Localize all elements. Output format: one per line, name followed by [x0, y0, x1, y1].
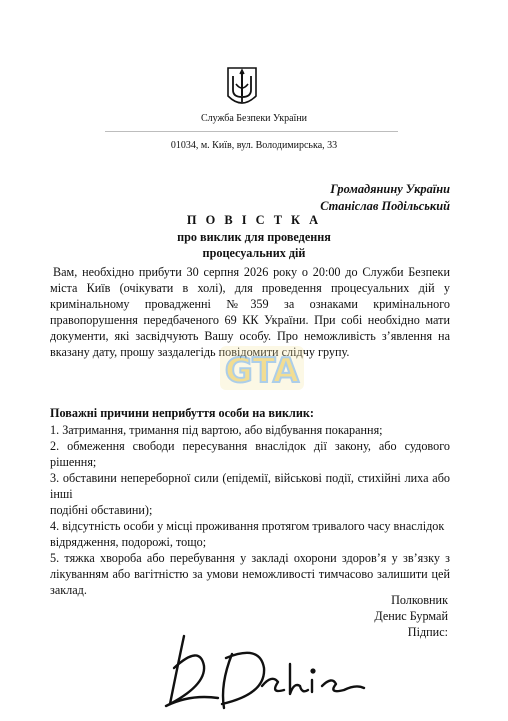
stamp-text: GTA	[224, 351, 300, 391]
signature-label: Підпис:	[407, 625, 448, 639]
signatory-block	[374, 592, 448, 640]
organization-address: 01034, м. Київ, вул. Володимирська, 33	[170, 140, 338, 151]
subtitle-line-2: процесуальних дій	[202, 246, 306, 260]
reason-item-1: 1. Затримання, тримання під вартою, або відбування покарання;	[50, 423, 383, 437]
recipient-line-1: Громадянину України	[330, 182, 450, 196]
signatory-rank: Полковник	[391, 593, 448, 607]
reason-item-2: 2. обмеження свободи пересування внаслідок дії закону, або судового рішення;	[50, 439, 450, 469]
document-title: П О В І С Т К А	[186, 213, 322, 227]
header-divider	[105, 131, 398, 132]
recipient	[320, 181, 450, 215]
reason-item-3-line-2: подібні обставини);	[50, 503, 153, 517]
subtitle-line-1: про виклик для проведення	[177, 230, 331, 244]
trident-emblem-icon	[226, 66, 258, 110]
reasons-heading: Поважні причини неприбуття особи на виклик:	[50, 406, 314, 420]
organization-name: Служба Безпеки України	[200, 113, 308, 124]
reasons-list	[50, 422, 450, 598]
gta-logo-stamp	[212, 340, 312, 396]
document-subtitle	[0, 229, 508, 261]
reason-item-4-line-1: 4. відсутність особи у місці проживання протягом тривалого часу внаслідок	[50, 519, 445, 533]
reason-item-5: 5. тяжка хвороба або перебування у закладі охорони здоров’я у зв’язку з лікуванням або вагітністю за умови неможливості тимчасово залишити цей заклад.	[50, 551, 450, 597]
summons-paragraph: Вам, необхідно прибути 30 серпня 2026 року о 20:00 до Служби Безпеки міста Київ (очікувати в холі), для проведення процесуальних дій у кримінальному провадженні №359 за ознаками кримінального правопорушення передбаченого 69 КК України. При собі необхідно мати документи, які засвідчують Вашу особу. Про неможливість з’явлення на вказану дату, прошу заздалегідь повідомити слідчу групу.	[50, 265, 450, 359]
signatory-name: Денис Бурмай	[374, 609, 448, 623]
reason-item-4-line-2: відрядження, подорожі, тощо;	[50, 535, 207, 549]
handwritten-signature	[160, 624, 370, 716]
reason-item-3-line-1: 3. обставини непереборної сили (епідемії, військові події, стихійні лиха або інші	[50, 471, 450, 501]
recipient-name: Станіслав Подільський	[320, 199, 450, 213]
